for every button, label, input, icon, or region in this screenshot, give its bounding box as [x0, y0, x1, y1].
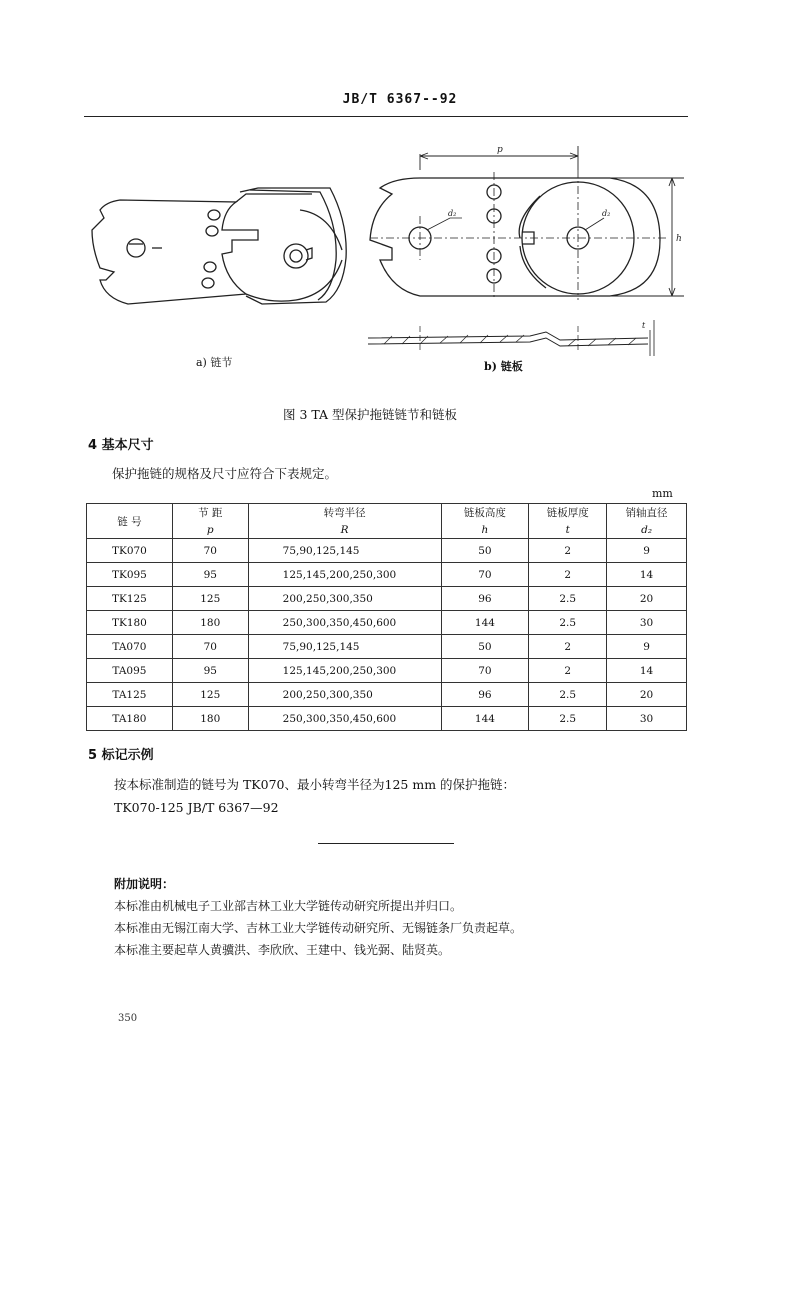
cell-radius: 200,250,300,350 [248, 587, 441, 611]
notes-line-1: 本标准由机械电子工业部吉林工业大学链传动研究所提出并归口。 [114, 899, 463, 913]
cell-chain-no: TA125 [87, 683, 173, 707]
cell-pin-diameter: 14 [607, 563, 687, 587]
figure-3-drawing [0, 130, 800, 380]
cell-pin-diameter: 20 [607, 683, 687, 707]
cell-radius: 250,300,350,450,600 [248, 611, 441, 635]
cell-pitch: 70 [172, 539, 248, 563]
cell-thickness: 2.5 [529, 683, 607, 707]
cell-chain-no: TK125 [87, 587, 173, 611]
cell-pitch: 70 [172, 635, 248, 659]
spec-table [86, 503, 687, 731]
cell-height: 50 [441, 539, 529, 563]
table-row [87, 683, 687, 707]
cell-thickness: 2.5 [529, 707, 607, 731]
table-row [87, 563, 687, 587]
cell-height: 50 [441, 635, 529, 659]
cell-radius: 250,300,350,450,600 [248, 707, 441, 731]
notes-title: 附加说明： [114, 877, 175, 891]
cell-radius: 125,145,200,250,300 [248, 659, 441, 683]
cell-height: 144 [441, 611, 529, 635]
table-row [87, 659, 687, 683]
header-radius: 转弯半径 [248, 504, 441, 522]
cell-pitch: 125 [172, 683, 248, 707]
cell-radius: 125,145,200,250,300 [248, 563, 441, 587]
cell-chain-no: TA070 [87, 635, 173, 659]
page-number: 350 [118, 1013, 138, 1024]
dim-t-label: t [642, 321, 646, 330]
cell-pitch: 125 [172, 587, 248, 611]
cell-pin-diameter: 20 [607, 587, 687, 611]
chain-plate-drawing [368, 146, 684, 356]
section-4-title: 4 基本尺寸 [88, 438, 154, 453]
cell-pin-diameter: 30 [607, 611, 687, 635]
cell-height: 96 [441, 587, 529, 611]
cell-height: 96 [441, 683, 529, 707]
section-5-title: 5 标记示例 [88, 748, 154, 763]
cell-pitch: 95 [172, 659, 248, 683]
table-row [87, 611, 687, 635]
symbol-d2: d₂ [607, 521, 687, 539]
figure-label-a: a) 链节 [196, 356, 233, 369]
figure-caption: 图 3 TA 型保护拖链链节和链板 [283, 407, 458, 422]
cell-pin-diameter: 14 [607, 659, 687, 683]
cell-pin-diameter: 9 [607, 635, 687, 659]
cell-chain-no: TK095 [87, 563, 173, 587]
header-chain-no: 链 号 [87, 504, 173, 539]
symbol-r: R [248, 521, 441, 539]
end-rule [318, 843, 454, 844]
cell-radius: 75,90,125,145 [248, 635, 441, 659]
section-5-text: 按本标准制造的链号为 TK070、最小转弯半径为125 mm 的保护拖链： [114, 777, 516, 792]
table-row [87, 587, 687, 611]
table-unit: mm [652, 487, 673, 500]
cell-chain-no: TA095 [87, 659, 173, 683]
notes-line-3: 本标准主要起草人黄骥洪、李欣欣、王建中、钱光弼、陆贤英。 [114, 943, 451, 957]
cell-chain-no: TK070 [87, 539, 173, 563]
chain-link-drawing [92, 188, 346, 304]
section-4-intro: 保护拖链的规格及尺寸应符合下表规定。 [112, 466, 338, 481]
cell-pitch: 180 [172, 611, 248, 635]
figure-label-b: b) 链板 [484, 360, 523, 373]
cell-thickness: 2.5 [529, 611, 607, 635]
header-thickness: 链板厚度 [529, 504, 607, 522]
notes-line-2: 本标准由无锡江南大学、吉林工业大学链传动研究所、无锡链条厂负责起草。 [114, 921, 523, 935]
header-pin-diameter: 销轴直径 [607, 504, 687, 522]
cell-height: 144 [441, 707, 529, 731]
cell-thickness: 2 [529, 539, 607, 563]
symbol-p: p [172, 521, 248, 539]
marking-example: TK070-125 JB/T 6367—92 [114, 800, 279, 815]
dim-p-label: p [497, 145, 503, 155]
header-height: 链板高度 [441, 504, 529, 522]
cell-height: 70 [441, 659, 529, 683]
table-row [87, 539, 687, 563]
cell-pin-diameter: 30 [607, 707, 687, 731]
cell-height: 70 [441, 563, 529, 587]
cell-thickness: 2 [529, 635, 607, 659]
cell-thickness: 2 [529, 563, 607, 587]
dim-h-label: h [676, 234, 682, 244]
cell-pitch: 180 [172, 707, 248, 731]
cell-pitch: 95 [172, 563, 248, 587]
symbol-h: h [441, 521, 529, 539]
standard-number-header: JB/T 6367--92 [342, 92, 458, 107]
header-pitch: 节 距 [172, 504, 248, 522]
cell-thickness: 2.5 [529, 587, 607, 611]
cell-pin-diameter: 9 [607, 539, 687, 563]
table-row [87, 707, 687, 731]
cell-thickness: 2 [529, 659, 607, 683]
cell-radius: 200,250,300,350 [248, 683, 441, 707]
dim-d2-left-label: d₂ [448, 209, 457, 218]
dim-d2-right-label: d₂ [602, 209, 611, 218]
header-rule [84, 116, 688, 117]
cell-chain-no: TK180 [87, 611, 173, 635]
symbol-t: t [529, 521, 607, 539]
table-row [87, 635, 687, 659]
cell-chain-no: TA180 [87, 707, 173, 731]
cell-radius: 75,90,125,145 [248, 539, 441, 563]
